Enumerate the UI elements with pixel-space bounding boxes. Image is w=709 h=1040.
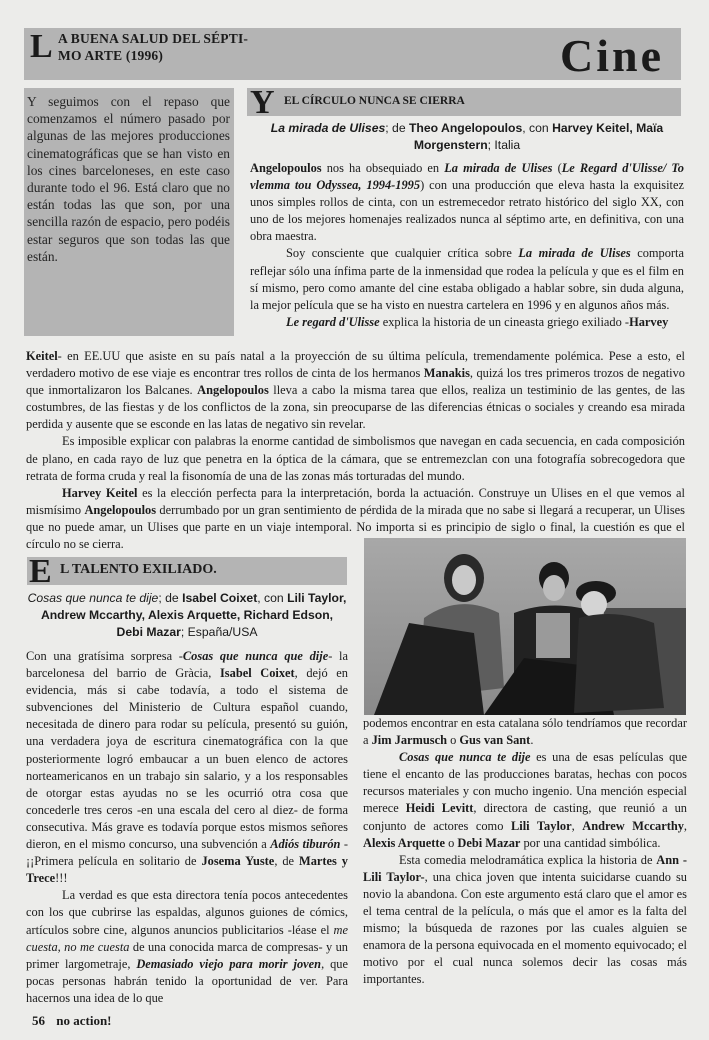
film-title: Le Regard d'Ulisse/ To vlemma tou Odyssea, 1994-1995 bbox=[250, 161, 684, 193]
page-number: 56 bbox=[32, 1013, 45, 1028]
bold-name: Harvey bbox=[629, 314, 669, 329]
italic-phrase: me cuesta, no me cuesta bbox=[26, 922, 348, 954]
film-title: Cosas que nunca te dije bbox=[27, 591, 159, 605]
bold-name: Jim Jarmusch bbox=[371, 733, 447, 748]
credits-text: , con bbox=[257, 591, 288, 605]
bold-name: Alexis Arquette bbox=[363, 835, 446, 850]
text: Soy consciente que cualquier crítica sobre bbox=[286, 246, 519, 261]
text: derrumbado por un gran sentimiento de pérdida de la mirada que no sabe si llegará a recuperar, un Ulises que no puede amar, un Ulises que parte en un viaje intemporal. No importa si es principio de siglo o final, la cuestión es que el círculo no se cierra. bbox=[26, 502, 685, 552]
text: ) con una producción que eleva hasta la exquisitez unos simples rollos de cinta, con un estremecedor retrato histórico del siglo XX, con uno de los mejores homenajes realizados nunca al séptimo arte, en definitiva, con una obra maestra. bbox=[250, 178, 684, 244]
text: , bbox=[683, 818, 688, 833]
bold-name: Manakis bbox=[423, 366, 470, 381]
review2-heading: L TALENTO EXILIADO. bbox=[60, 562, 217, 577]
text: Con una gratísima sorpresa - bbox=[26, 649, 183, 663]
bold-name: Lili Taylor bbox=[510, 818, 572, 833]
text: podemos encontrar en esta catalana sólo tendríamos que recordar a bbox=[363, 716, 687, 748]
review2-credits bbox=[27, 590, 347, 641]
text: . bbox=[530, 733, 534, 748]
text: , bbox=[571, 818, 583, 833]
bold-name: Keitel bbox=[26, 349, 58, 363]
director-name: Theo Angelopoulos bbox=[408, 121, 523, 135]
text: o bbox=[445, 835, 458, 850]
text: lleva a cabo la misma tarea que ellos, realiza un testiminio de las gentes, de las costumbres, de las fiestas y de los conflictos de la zona, sin preocuparse de las diferencias étnicas o sociales y creando esa mirada perdida y ausente que se esconde en las latas de negativo sin revelar. bbox=[26, 383, 685, 432]
bold-name: Andrew Mccarthy bbox=[582, 818, 684, 833]
film-title: Cosas que nunca que dije bbox=[182, 649, 329, 663]
text: , una chica joven que intenta suicidarse cuando su novio la abandona. Con este argumento está claro que el amor es el tema central de la película, o más que el amor es la falta del mismo; la búsqueda de razones por las cuales alguien se enamora de la persona equivocada en el momento equivocado; el motivo por el cual nunca solemos decir las cosas más importantes. bbox=[363, 869, 687, 987]
text: , dejó en evidencia, más si cabe todavía, a todo el sistema de subvenciones del Ministerio de Cultura español cuando, necesitada de dinero para rodar su película, presentó su guión, una verdadera joya de escritura cinematográfica con la que posteriormente logró embaucar a un buen elenco de actores norteamericanos en un trabajo sin salario, y a los responsables de otorgar estas ayudas no se les ocurrió otra cosa que concederle tres ceros -en una escala del cero al diez- de forma consecutiva. Más grave es todavía porque estos mismos señores dieron, en el mismo concurso, una subvención a bbox=[26, 666, 348, 852]
article-title-line-2: MO ARTE (1996) bbox=[58, 48, 164, 63]
section-label: Cine bbox=[560, 30, 664, 81]
credits-text: , con bbox=[522, 121, 553, 135]
film-title: La mirada de Ulises bbox=[444, 161, 553, 175]
cast-names: Harvey Keitel, Maïa Morgenstern bbox=[413, 121, 664, 152]
magazine-name: no action! bbox=[56, 1013, 112, 1028]
text: La verdad es que esta directora tenía pocos antecedentes con los que cubrirse las espaldas, algunos guiones de cómics, artículos sobre cine, algunos anuncios publicitarios -léase el bbox=[26, 888, 348, 937]
bold-name: Angelopoulos bbox=[84, 502, 157, 517]
bold-name: Martes y Trece bbox=[26, 854, 348, 886]
text: explica la historia de un cineasta griego exiliado - bbox=[379, 314, 630, 329]
text: !!! bbox=[55, 871, 68, 886]
film-still-photo bbox=[364, 538, 686, 715]
paragraph bbox=[363, 852, 687, 989]
bold-name: Angelopoulos bbox=[250, 161, 322, 175]
review1-body-full bbox=[26, 348, 685, 553]
text: nos ha obsequiado en bbox=[321, 161, 445, 175]
text: Esta comedia melodramática explica la historia de bbox=[399, 852, 657, 867]
bold-name: Ann -Lili Taylor- bbox=[363, 852, 687, 884]
text: ( bbox=[552, 161, 562, 175]
review2-body-right bbox=[363, 715, 687, 989]
director-name: Isabel Coixet bbox=[182, 591, 258, 605]
film-title: La mirada de Ulises bbox=[270, 121, 386, 135]
header-drop-cap: L bbox=[30, 28, 53, 65]
bold-name: Harvey Keitel bbox=[62, 485, 138, 500]
film-title: Le regard d'Ulisse bbox=[286, 314, 380, 329]
text: es la elección perfecta para la interpretación, borda la actuación. Construye un Ulises en el que vemos al mismísimo bbox=[26, 485, 685, 517]
country: España/USA bbox=[187, 625, 258, 639]
text: de una conocida marca de compresas- y un primer largometraje, bbox=[26, 939, 348, 971]
film-title: Cosas que nunca te dije bbox=[399, 750, 531, 765]
text: - la barcelonesa del barrio de Gràcia, bbox=[26, 649, 348, 681]
article-title bbox=[58, 30, 248, 64]
review1-heading: EL CÍRCULO NUNCA SE CIERRA bbox=[284, 95, 465, 107]
film-title: Demasiado viejo para morir joven bbox=[136, 956, 322, 971]
credits-text: ; bbox=[487, 138, 495, 152]
text: -¡¡Primera película en solitario de bbox=[26, 837, 348, 869]
review2-drop-cap: E bbox=[29, 553, 52, 590]
intro-box bbox=[24, 88, 234, 336]
paragraph: Es imposible explicar con palabras la enorme cantidad de simbolismos que navegan en cada secuencia, en cada composición de plano, en cada rayo de luz que penetra en la óptica de la cámara, que se entremezclan con una fotografía sobrecogedora que retrata de forma cruda y real la fisonomía de una de las zonas más torturadas del mundo. bbox=[26, 434, 685, 483]
film-title: Adiós tiburón bbox=[270, 837, 341, 852]
review1-credits bbox=[250, 120, 684, 154]
text: , directora de casting, que reunió a un conjunto de actores como bbox=[363, 801, 687, 833]
text: - en EE.UU que asiste en su país natal a la proyección de su última película, tremendamente polémica. Pese a esto, el verdadero motivo de ese viaje es encontrar tres rollos de cinta de los hermanos bbox=[26, 349, 685, 381]
bold-name: Josema Yuste bbox=[201, 854, 275, 869]
photo-illustration bbox=[364, 538, 686, 715]
page-footer bbox=[32, 1013, 112, 1029]
paragraph bbox=[363, 715, 687, 749]
review2-body-left bbox=[26, 648, 348, 1007]
paragraph bbox=[250, 245, 684, 313]
bold-name: Heidi Levitt bbox=[405, 801, 474, 816]
text: , de bbox=[274, 854, 300, 869]
paragraph bbox=[26, 887, 348, 1007]
text: comporta reflejar sólo una ínfima parte de la inmensidad que rodea la película y que es el film en sí mismo, pero como amante del cine estaba obligado a hablar sobre, sin duda alguna, la mejor película que se ha visto en nuestra cartelera en 1996 y en algunos años más. bbox=[250, 246, 685, 312]
film-title: La mirada de Ulises bbox=[518, 246, 631, 261]
bold-name: Angelopoulos bbox=[197, 383, 269, 398]
bold-name: Isabel Coixet bbox=[219, 666, 295, 681]
paragraph bbox=[26, 348, 685, 433]
text: , quizá los tres primeros trozos de negativo que inmortalizaron los Balcanes. bbox=[26, 366, 685, 398]
country: Italia bbox=[494, 138, 521, 152]
credits-text: ; bbox=[180, 625, 188, 639]
text: es una de esas películas que tiene el encanto de las producciones baratas, hechas con pocos recursos materiales y con mucho ingenio. Una mención especial merece bbox=[363, 750, 687, 816]
intro-text: Y seguimos con el repaso que comenzamos el número pasado por algunas de las mejores producciones cinematográficas que se han visto en los cines barceloneses, en este caso durante todo el 96. Está claro que no están todas las que son, por una sencilla razón de espacio, pero podéis estar seguros que son todas las que están. bbox=[27, 94, 230, 264]
text: , que pocas personas habrán tenido la oportunidad de ver. Para hacernos una idea de lo que bbox=[26, 956, 348, 1005]
text: por una cantidad simbólica. bbox=[520, 835, 661, 850]
paragraph bbox=[250, 314, 684, 331]
article-title-line-1: A BUENA SALUD DEL SÉPTI- bbox=[58, 31, 249, 46]
paragraph bbox=[363, 749, 687, 852]
credits-text: ; de bbox=[385, 121, 409, 135]
bold-name: Debi Mazar bbox=[457, 835, 521, 850]
bold-name: Gus van Sant bbox=[459, 733, 531, 748]
text: o bbox=[446, 733, 460, 748]
paragraph bbox=[250, 160, 684, 245]
review1-body-top bbox=[250, 160, 684, 331]
review1-drop-cap: Y bbox=[250, 84, 275, 121]
cast-names: Lili Taylor, Andrew Mccarthy, Alexis Arquette, Richard Edson, Debi Mazar bbox=[40, 591, 347, 639]
credits-text: ; de bbox=[158, 591, 183, 605]
paragraph bbox=[26, 648, 348, 887]
